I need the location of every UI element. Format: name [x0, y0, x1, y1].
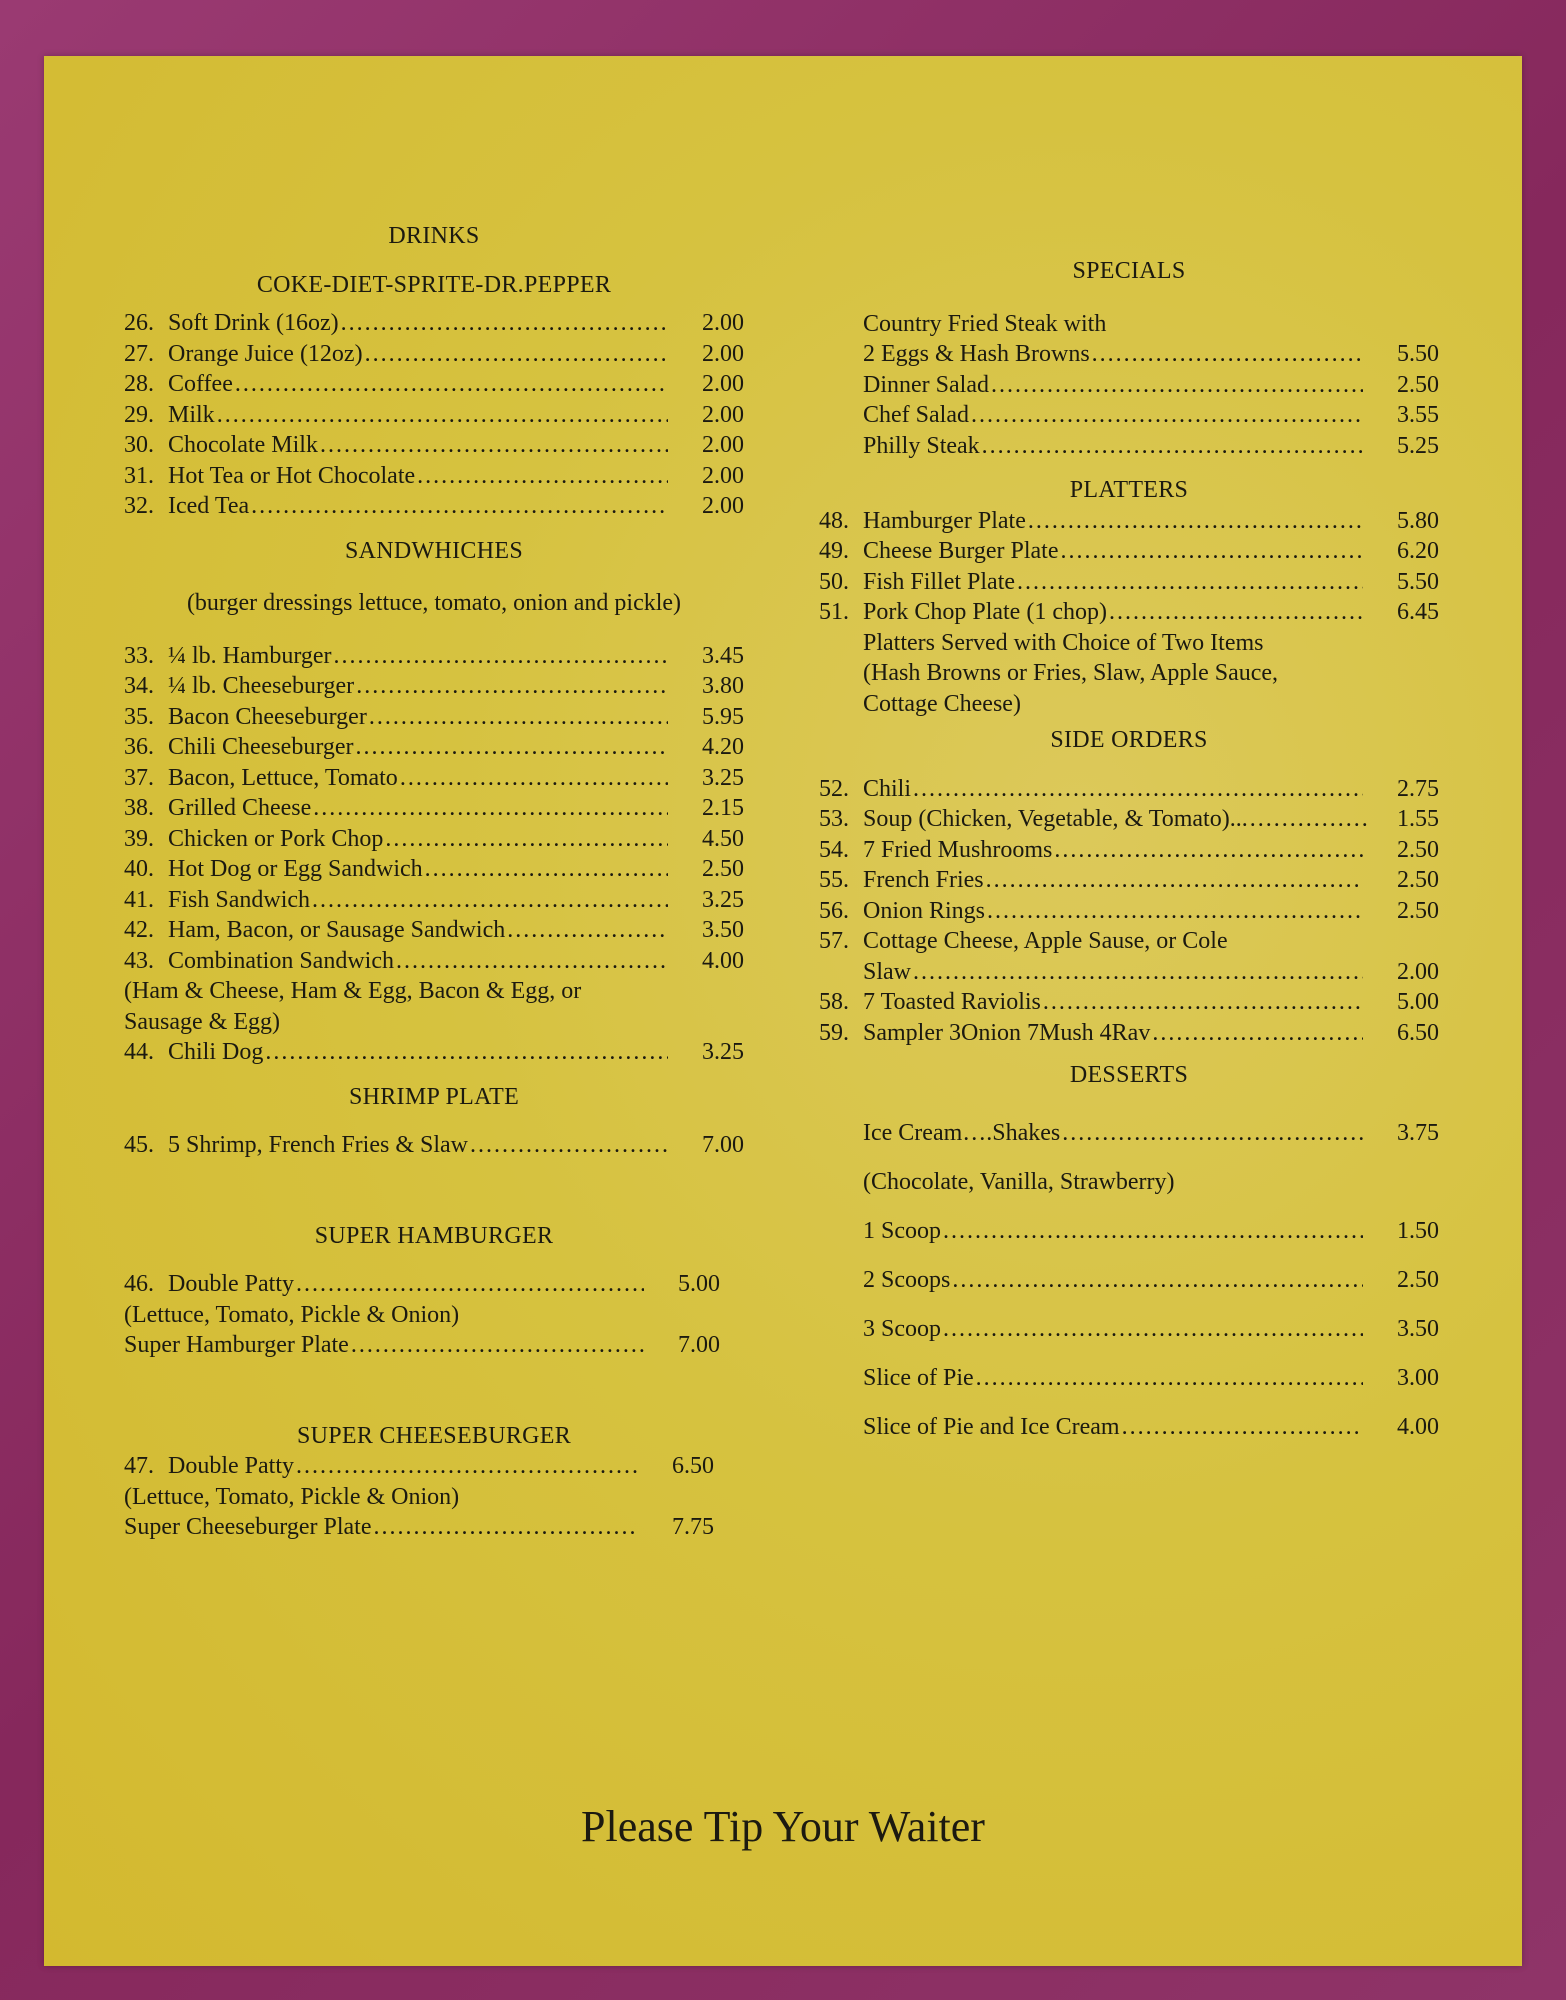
menu-item: 43. Combination Sandwich ..... 4.00 — [124, 946, 744, 977]
menu-item: 44. Chili Dog ..... 3.25 — [124, 1037, 744, 1068]
menu-item: Super Hamburger Plate ..... 7.00 — [124, 1330, 720, 1361]
specials-list — [819, 309, 1439, 462]
tip-message: Please Tip Your Waiter — [581, 1802, 985, 1851]
menu-item: 40. Hot Dog or Egg Sandwich ..... 2.50 — [124, 854, 744, 885]
platters-note-line-2: (Hash Browns or Fries, Slaw, Apple Sauce, — [863, 660, 1279, 686]
platters-note-line-3: Cottage Cheese) — [863, 690, 1021, 717]
menu-item: 33. ¼ lb. Hamburger ..... 3.45 — [124, 641, 744, 672]
menu-item: 57. Cottage Cheese, Apple Sause, or Cole — [819, 928, 1228, 954]
menu-item: 27. Orange Juice (12oz) ..... 2.00 — [124, 339, 744, 370]
desserts-heading: DESSERTS — [1069, 1062, 1189, 1088]
sandwiches-heading: SANDWHICHES — [345, 537, 523, 564]
menu-item: 42. Ham, Bacon, or Sausage Sandwich ..... 3.50 — [124, 915, 744, 946]
menu-item: 1 Scoop ..... 1.50 — [863, 1207, 1439, 1256]
menu-item: 29. Milk ..... 2.00 — [124, 400, 744, 431]
menu-item: 41. Fish Sandwich ..... 3.25 — [124, 885, 744, 916]
sandwiches-note: (burger dressings lettuce, tomato, onion and pickle) — [186, 590, 682, 616]
menu-item: 26. Soft Drink (16oz) ..... 2.00 — [124, 308, 744, 339]
menu-sheet — [44, 56, 1522, 1966]
menu-item: Chef Salad ..... 3.55 — [863, 400, 1439, 431]
super-cheeseburger-heading: SUPER CHEESEBURGER — [296, 1422, 572, 1449]
shrimp-plate-heading: SHRIMP PLATE — [348, 1083, 520, 1110]
drinks-list — [124, 308, 744, 522]
menu-item: 59. Sampler 3Onion 7Mush 4Rav ..... 6.50 — [819, 1018, 1439, 1049]
menu-item: 48. Hamburger Plate ..... 5.80 — [819, 506, 1439, 537]
menu-item: 2 Eggs & Hash Browns ..... 5.50 — [863, 339, 1439, 370]
menu-item: 47. Double Patty ..... 6.50 — [124, 1451, 714, 1482]
super-hamburger-note: (Lettuce, Tomato, Pickle & Onion) — [124, 1301, 460, 1328]
menu-item: 31. Hot Tea or Hot Chocolate ..... 2.00 — [124, 461, 744, 492]
specials-line: Country Fried Steak with — [863, 310, 1107, 337]
drinks-heading: DRINKS — [388, 223, 480, 249]
menu-item: Slaw ..... 2.00 — [819, 957, 1439, 988]
menu-item: 45. 5 Shrimp, French Fries & Slaw ..... 7.00 — [124, 1130, 744, 1161]
menu-item: 38. Grilled Cheese ..... 2.15 — [124, 793, 744, 824]
menu-item: Ice Cream….Shakes ..... 3.75 — [863, 1109, 1439, 1158]
sandwiches-list — [124, 641, 744, 1068]
specials-heading: SPECIALS — [1072, 258, 1186, 284]
menu-item: 56. Onion Rings ..... 2.50 — [819, 896, 1439, 927]
platters-note-line-1: Platters Served with Choice of Two Items — [863, 629, 1264, 656]
menu-item: 53. Soup (Chicken, Vegetable, & Tomato).. ..... 1.55 — [819, 804, 1439, 835]
menu-item: 28. Coffee ..... 2.00 — [124, 369, 744, 400]
menu-item: Slice of Pie ..... 3.00 — [863, 1354, 1439, 1403]
platters-heading: PLATTERS — [1069, 477, 1189, 503]
menu-item: 35. Bacon Cheeseburger ..... 5.95 — [124, 702, 744, 733]
desserts-list — [819, 1109, 1439, 1452]
menu-item: 58. 7 Toasted Raviolis ..... 5.00 — [819, 987, 1439, 1018]
menu-item: 3 Scoop ..... 3.50 — [863, 1305, 1439, 1354]
menu-item: 54. 7 Fried Mushrooms ..... 2.50 — [819, 835, 1439, 866]
platters-list — [819, 506, 1439, 720]
drinks-subheading: COKE-DIET-SPRITE-DR.PEPPER — [256, 271, 612, 298]
menu-item: 36. Chili Cheeseburger ..... 4.20 — [124, 732, 744, 763]
menu-item: Slice of Pie and Ice Cream ..... 4.00 — [863, 1403, 1439, 1452]
menu-item: 55. French Fries ..... 2.50 — [819, 865, 1439, 896]
menu-item: 2 Scoops ..... 2.50 — [863, 1256, 1439, 1305]
right-column — [819, 256, 1439, 1452]
menu-item: 39. Chicken or Pork Chop ..... 4.50 — [124, 824, 744, 855]
combination-note-line-2: Sausage & Egg) — [124, 1008, 280, 1035]
side-orders-heading: SIDE ORDERS — [1050, 727, 1208, 753]
menu-item: 52. Chili ..... 2.75 — [819, 774, 1439, 805]
menu-item: 46. Double Patty ..... 5.00 — [124, 1269, 720, 1300]
menu-item: Dinner Salad ..... 2.50 — [863, 370, 1439, 401]
left-column — [124, 221, 744, 1543]
menu-item: Philly Steak ..... 5.25 — [863, 431, 1439, 462]
menu-item: 30. Chocolate Milk ..... 2.00 — [124, 430, 744, 461]
menu-item: 49. Cheese Burger Plate ..... 6.20 — [819, 536, 1439, 567]
desserts-flavors: (Chocolate, Vanilla, Strawberry) — [863, 1168, 1175, 1195]
menu-item: 50. Fish Fillet Plate ..... 5.50 — [819, 567, 1439, 598]
menu-item: 34. ¼ lb. Cheeseburger ..... 3.80 — [124, 671, 744, 702]
side-orders-list — [819, 774, 1439, 1049]
menu-item: Super Cheeseburger Plate ..... 7.75 — [124, 1512, 714, 1543]
menu-item: 32. Iced Tea ..... 2.00 — [124, 491, 744, 522]
super-cheeseburger-note: (Lettuce, Tomato, Pickle & Onion) — [124, 1483, 460, 1510]
menu-item: 37. Bacon, Lettuce, Tomato ..... 3.25 — [124, 763, 744, 794]
menu-item: 51. Pork Chop Plate (1 chop) ..... 6.45 — [819, 597, 1439, 628]
combination-note-line-1: (Ham & Cheese, Ham & Egg, Bacon & Egg, or — [124, 978, 582, 1004]
super-hamburger-heading: SUPER HAMBURGER — [314, 1222, 554, 1249]
